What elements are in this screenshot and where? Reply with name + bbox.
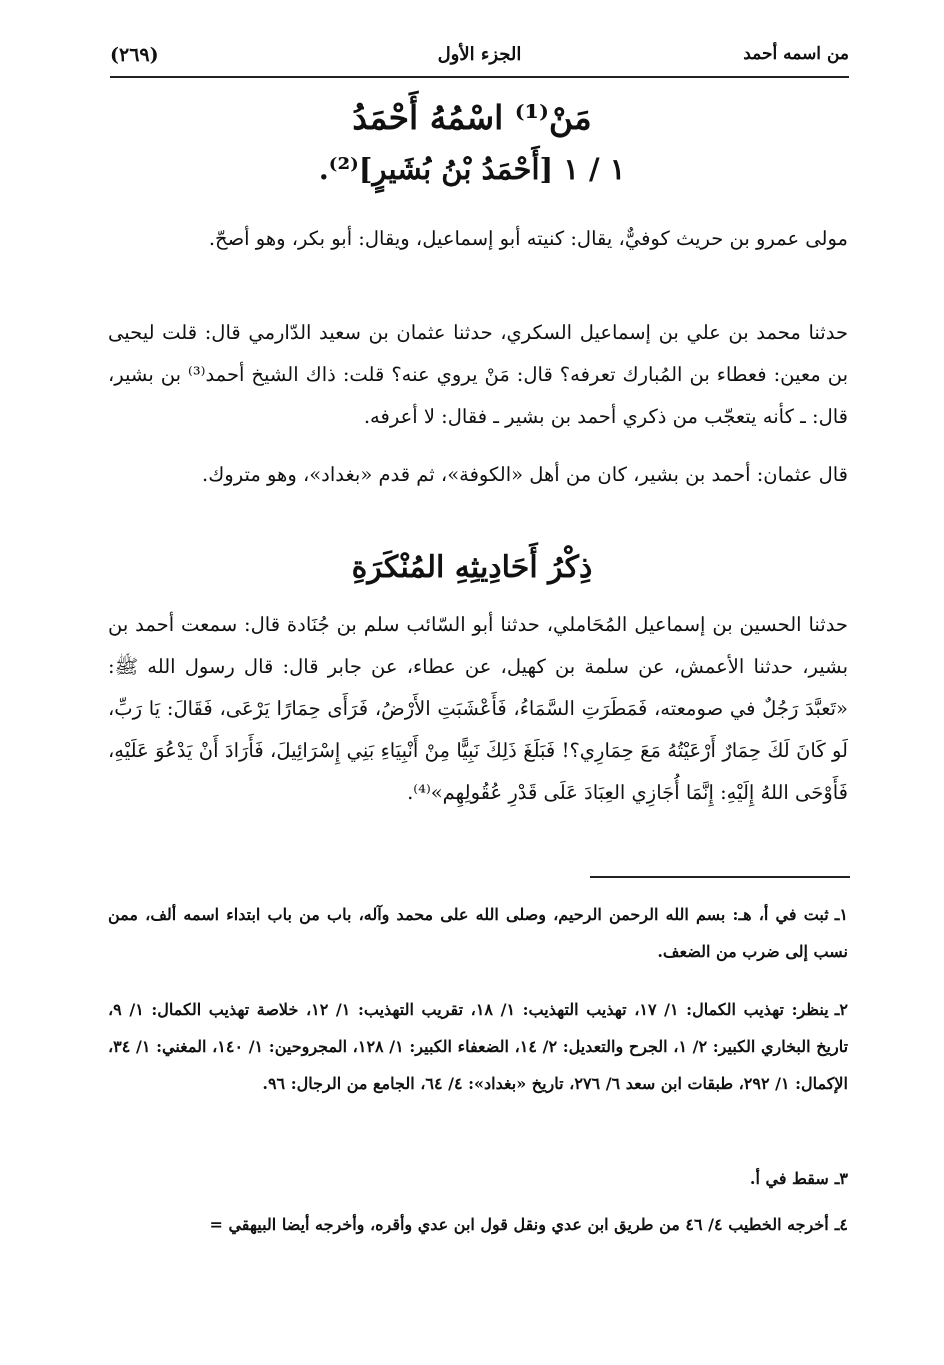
footnote-text: ينظر: تهذيب الكمال: ١/ ١٧، تهذيب التهذيب: ١/ ١٨، تقريب التهذيب: ١/ ١٢، خلاصة تهذيب الكمال: ١/ ٩، تاريخ البخاري الكبير: ٢/ ١، الجرح والتعديل: ٢/ ١٤، الضعفاء الكبير: ١/ ١٢٨، المجروحين: ١/ ١٤٠، المغني: ١/ ٣٤، الإكمال: ١/ ٢٩٢، طبقات ابن سعد ٦/ ٢٧٦، تاريخ «بغداد»: ٤/ ٦٤، الجامع من الرجال: ٩٦.: [108, 1000, 849, 1093]
paragraph-2: حدثنا محمد بن علي بن إسماعيل السكري، حدثنا عثمان بن سعيد الدّارمي قال: قلت ليحيى بن معين: فعطاء بن المُبارك تعرفه؟ قال: مَنْ يروي عنه؟ قلت: ذاك الشيخ أحمد⁽³⁾ بن بشير، قال: ـ كأنه يتعجّب من ذكري أحمد بن بشير ـ فقال: لا أعرفه.: [108, 321, 849, 428]
footnote-4: [108, 1206, 848, 1243]
page-header: [110, 40, 849, 74]
footnote-text: سقط في أ.: [749, 1169, 829, 1188]
footnote-text: ثبت في أ، هـ: بسم الله الرحمن الرحيم، وصلى الله على محمد وآله، باب من باب ابتداء اسمه ألف، ممن نسب إلى ضرب من الضعف.: [108, 905, 848, 961]
footnote-3: [108, 1160, 848, 1197]
entry-title: ١ / ١ [أَحْمَدُ بْنُ بُشَيرٍ]⁽²⁾.: [318, 152, 626, 186]
footnote-number: ٤ـ: [834, 1215, 848, 1234]
footnote-1: [108, 896, 848, 970]
paragraph-1: مولى عمرو بن حريث كوفيٌّ، يقال: كنيته أبو إسماعيل، ويقال: أبو بكر، وهو أصحّ.: [208, 227, 848, 250]
chapter-title: مَنْ⁽¹⁾ اسْمُهُ أَحْمَدُ: [352, 98, 592, 137]
part-label: الجزء الأول: [437, 44, 522, 65]
footnote-number: ٣ـ: [834, 1169, 848, 1188]
footnote-text: أخرجه الخطيب ٤/ ٤٦ من طريق ابن عدي ونقل قول ابن عدي وأقره، وأخرجه أيضا البيهقي =: [209, 1215, 829, 1234]
running-head: من اسمه أحمد: [743, 44, 849, 64]
header-rule: [110, 76, 849, 78]
footnote-2: [108, 991, 848, 1102]
footnote-rule: [590, 876, 850, 878]
page-number: (٢٦٩): [110, 44, 159, 66]
footnote-number: ٢ـ: [834, 1000, 848, 1019]
section-title: ذِكْرُ أَحَادِيثِهِ المُنْكَرَةِ: [351, 550, 593, 585]
footnote-number: ١ـ: [834, 905, 848, 924]
paragraph-4: حدثنا الحسين بن إسماعيل المُحَاملي، حدثنا أبو السّائب سلم بن جُنَادة قال: سمعت أحمد بن بشير، حدثنا الأعمش، عن سلمة بن كهيل، عن عطاء، عن جابر قال: قال رسول الله ﷺ: «تَعبَّدَ رَجُلٌ في صومعته، فَمَطَرَتِ السَّمَاءُ، فَأَعْشَبَتِ الأَرْضُ، فَرَأَى حِمَارًا يَرْعَى، فَقَالَ: يَا رَبِّ، لَو كَانَ لَكَ حِمَارٌ أَرْعَيْتُهُ مَعَ حِمَارِي؟! فَبَلَغَ ذَلِكَ نَبِيًّا مِنْ أَنْبِيَاءِ بَنِي إِسْرَائِيلَ، فَأَرَادَ أَنْ يَدْعُوَ عَلَيْهِ، فَأَوْحَى اللهُ إِلَيْهِ: إِنَّمَا أُجَازِي العِبَادَ عَلَى قَدْرِ عُقُولِهِم»⁽⁴⁾.: [108, 613, 848, 804]
paragraph-3: قال عثمان: أحمد بن بشير، كان من أهل «الكوفة»، ثم قدم «بغداد»، وهو متروك.: [202, 463, 848, 486]
